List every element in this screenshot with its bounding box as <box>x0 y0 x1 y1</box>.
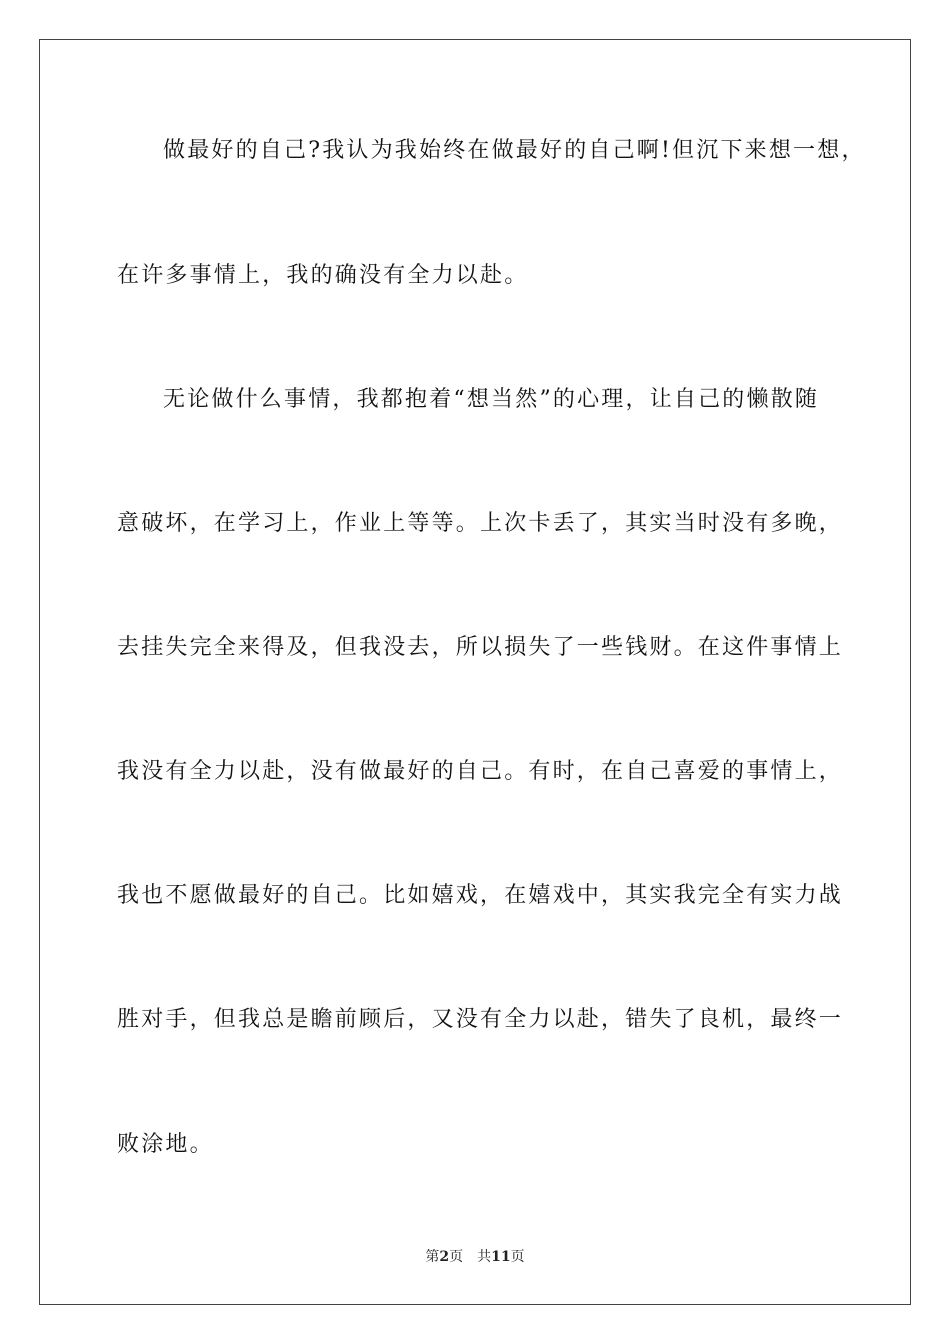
paragraph-1-line-1: 做最好的自己?我认为我始终在做最好的自己啊!但沉下来想一想， <box>163 138 866 163</box>
page-footer <box>0 1248 950 1266</box>
paragraph-2-line-1: 无论做什么事情，我都抱着“想当然”的心理，让自己的懒散随 <box>163 387 820 412</box>
paragraph-1-line-2: 在许多事情上，我的确没有全力以赴。 <box>117 263 529 288</box>
total-pages: 11 <box>491 1249 511 1265</box>
total-suffix: 页 <box>510 1249 525 1265</box>
page-suffix: 页 <box>449 1249 464 1265</box>
paragraph-2-line-3: 去挂失完全来得及，但我没去，所以损失了一些钱财。在这件事情上 <box>117 635 844 660</box>
page-prefix: 第 <box>425 1249 440 1265</box>
paragraph-2-line-2: 意破坏，在学习上，作业上等等。上次卡丢了，其实当时没有多晚， <box>117 511 844 536</box>
paragraph-2-line-6: 胜对手，但我总是瞻前顾后，又没有全力以赴，错失了良机，最终一 <box>117 1007 844 1032</box>
total-prefix: 共 <box>477 1249 492 1265</box>
page-number: 2 <box>439 1249 450 1265</box>
paragraph-2-line-5: 我也不愿做最好的自己。比如嬉戏，在嬉戏中，其实我完全有实力战 <box>117 883 844 908</box>
paragraph-2-line-7: 败涂地。 <box>117 1132 214 1157</box>
paragraph-2-line-4: 我没有全力以赴，没有做最好的自己。有时，在自己喜爱的事情上， <box>117 759 844 784</box>
page-frame <box>39 39 911 1305</box>
